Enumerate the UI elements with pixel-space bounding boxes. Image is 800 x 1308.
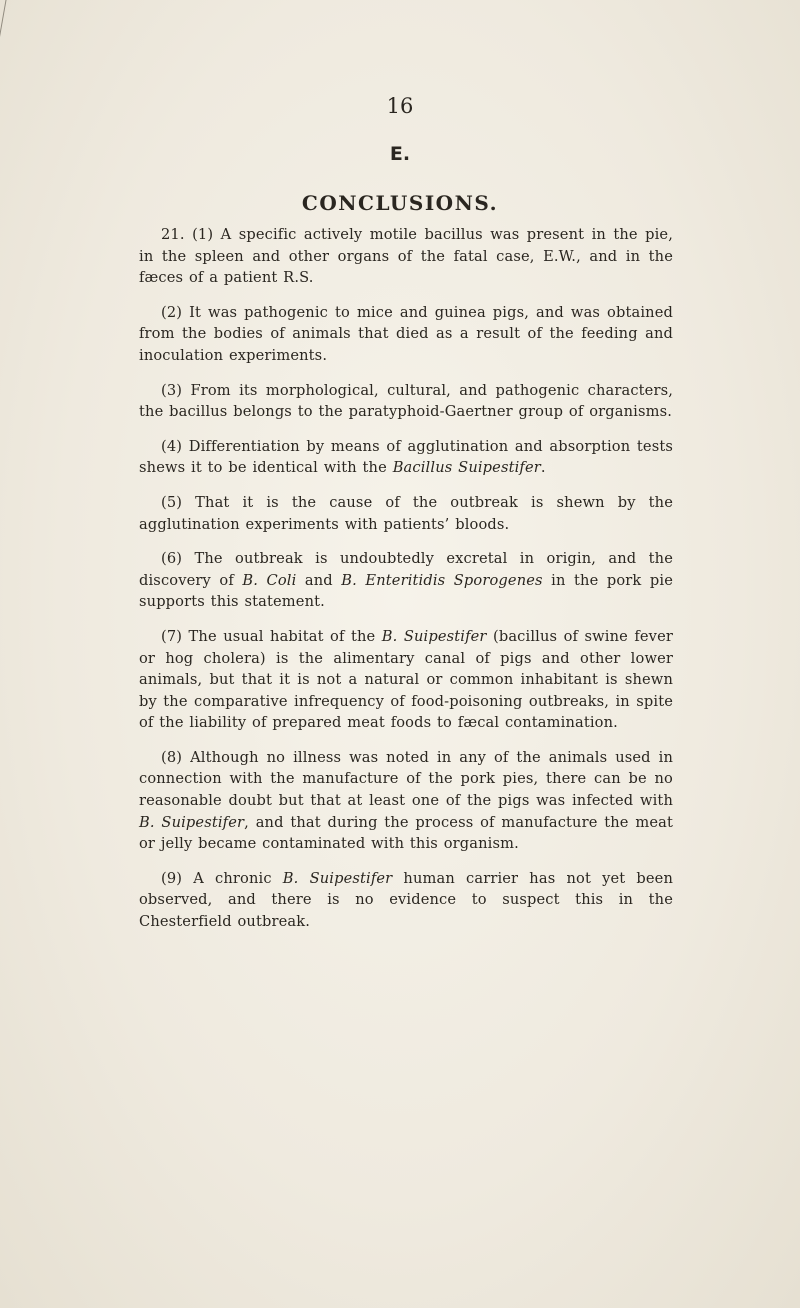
italic-taxon-name: B. Coli bbox=[242, 571, 297, 589]
text-run: and bbox=[296, 571, 342, 589]
section-title: CONCLUSIONS. bbox=[301, 191, 499, 215]
text-run: (bacillus of swine fever or hog cholera) is the alimentary canal of pigs and other lower animals, but that it is not a natural or common inhabitant is shewn by the comparative infrequency of food-poisoning outbreaks, in spite of the liability of prepared meat foods to fæcal contamination. bbox=[139, 627, 673, 732]
italic-taxon-name: B. Enteritidis Sporogenes bbox=[341, 571, 543, 589]
text-run: (9) A chronic bbox=[161, 869, 283, 887]
text-run: , and that during the process of manufacture the meat or jelly became contaminated with this organism. bbox=[139, 813, 673, 853]
text-run: (5) That it is the cause of the outbreak is shewn by the agglutination experiments with patients’ bloods. bbox=[139, 493, 673, 533]
text-run: (2) It was pathogenic to mice and guinea pigs, and was obtained from the bodies of animals that died as a result of the feeding and inoculation experiments. bbox=[139, 303, 673, 364]
conclusion-paragraph-3 bbox=[139, 380, 673, 423]
text-run: 21. (1) A specific actively motile bacillus was present in the pie, in the spleen and other organs of the fatal case, E.W., and in the fæces of a patient R.S. bbox=[139, 226, 673, 287]
conclusions-body bbox=[139, 224, 673, 946]
italic-taxon-name: B. Suipestifer bbox=[139, 813, 245, 831]
text-run: (4) Differentiation by means of agglutination and absorption tests shews it to be identical with the bbox=[139, 437, 673, 477]
conclusion-paragraph-5 bbox=[139, 492, 673, 535]
conclusion-paragraph-21-1 bbox=[139, 224, 673, 289]
text-run: human carrier has not yet been observed, and there is no evidence to suspect this in the Chesterfield outbreak. bbox=[139, 869, 673, 931]
conclusion-paragraph-8 bbox=[139, 747, 673, 855]
page-edge-mark bbox=[0, 0, 17, 40]
italic-taxon-name: B. Suipestifer bbox=[381, 627, 487, 645]
text-run: (6) The outbreak is undoubtedly excretal in origin, and the discovery of bbox=[139, 550, 673, 589]
conclusion-paragraph-2 bbox=[139, 302, 673, 367]
section-letter: E. bbox=[389, 143, 411, 165]
conclusion-paragraph-9 bbox=[139, 868, 673, 933]
conclusion-paragraph-7 bbox=[139, 626, 673, 734]
italic-taxon-name: Bacillus Suipestifer bbox=[392, 459, 541, 477]
text-run: in the pork pie supports this statement. bbox=[139, 571, 673, 611]
conclusion-paragraph-4 bbox=[139, 436, 673, 479]
text-run: (8) Although no illness was noted in any of the animals used in connection with the manufacture of the pork pies, there can be no reasonable doubt but that at least one of the pigs was infected with bbox=[139, 748, 673, 810]
page-number: 16 bbox=[386, 94, 414, 118]
text-run: (7) The usual habitat of the bbox=[161, 627, 382, 645]
conclusion-paragraph-6 bbox=[139, 548, 673, 613]
text-run: (3) From its morphological, cultural, and pathogenic characters, the bacillus belongs to the paratyphoid-Gaertner group of organisms. bbox=[139, 381, 673, 421]
text-run: . bbox=[540, 459, 546, 477]
italic-taxon-name: B. Suipestifer bbox=[282, 869, 393, 887]
